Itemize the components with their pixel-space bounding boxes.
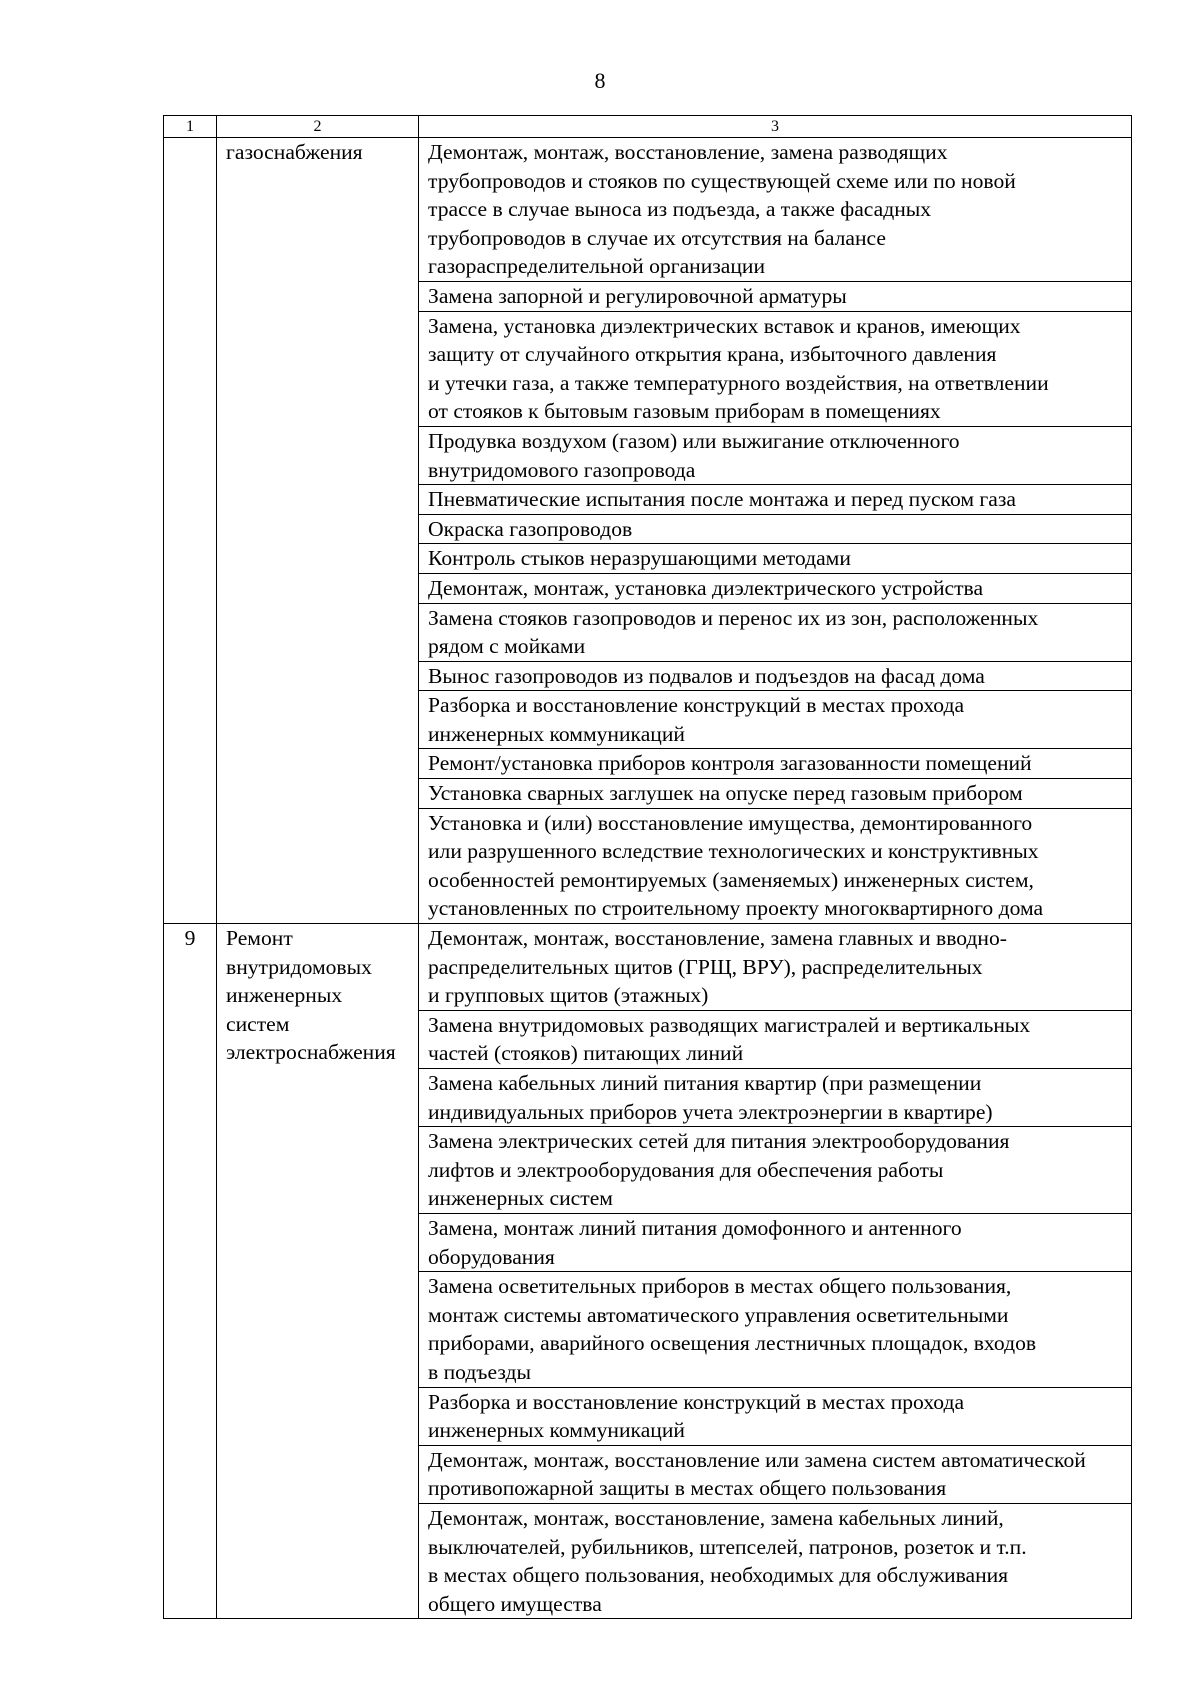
work-text-line: трассе в случае выноса из подъезда, а также фасадных	[428, 197, 932, 222]
work-cell	[419, 779, 1132, 809]
work-text-line: и утечки газа, а также температурного воздействия, на ответвлении	[428, 370, 1049, 395]
header-col-1: 1	[164, 116, 217, 138]
work-cell	[419, 691, 1132, 749]
work-cell	[419, 426, 1132, 484]
table-row	[164, 138, 1132, 282]
work-cell	[419, 1010, 1132, 1068]
work-text-line: Разборка и восстановление конструкций в местах прохода	[428, 1389, 965, 1414]
work-text-line: инженерных коммуникаций	[428, 1418, 685, 1443]
work-text-line: общего имущества	[428, 1591, 602, 1616]
work-text-line: монтаж системы автоматического управления осветительными	[428, 1302, 1009, 1327]
work-text-line: трубопроводов и стояков по существующей схеме или по новой	[428, 168, 1016, 193]
work-text-line: от стояков к бытовым газовым приборам в помещениях	[428, 399, 941, 424]
section-name-line: систем	[226, 1011, 290, 1036]
work-text-line: Установка сварных заглушек на опуске перед газовым прибором	[428, 781, 1023, 806]
work-text-line: Замена кабельных линий питания квартир (при размещении	[428, 1071, 982, 1095]
work-cell	[419, 281, 1132, 311]
section-name-line: инженерных	[226, 983, 343, 1008]
work-text-line: Демонтаж, монтаж, восстановление, замена разводящих	[428, 140, 948, 164]
work-text-line: газораспределительной организации	[428, 254, 766, 279]
section-number	[164, 138, 217, 924]
section-name-line: внутридомовых	[226, 954, 372, 979]
work-text-line: Замена запорной и регулировочной арматуры	[428, 283, 847, 308]
section-name-line: газоснабжения	[226, 140, 363, 164]
header-col-3: 3	[419, 116, 1132, 138]
work-text-line: частей (стояков) питающих линий	[428, 1041, 744, 1066]
section-name-line: Ремонт	[226, 926, 293, 951]
work-text-line: установленных по строительному проекту многоквартирного дома	[428, 896, 1044, 921]
work-cell	[419, 924, 1132, 1011]
work-cell	[419, 311, 1132, 426]
work-text-line: рядом с мойками	[428, 634, 586, 659]
work-cell	[419, 544, 1132, 574]
work-text-line: Замена электрических сетей для питания электрооборудования	[428, 1129, 1010, 1154]
work-text-line: противопожарной защиты в местах общего пользования	[428, 1476, 947, 1501]
work-text-line: Установка и (или) восстановление имущества, демонтированного	[428, 810, 1033, 835]
work-text-line: инженерных систем	[428, 1186, 613, 1211]
work-text-line: приборами, аварийного освещения лестничных площадок, входов	[428, 1331, 1037, 1356]
work-text-line: Ремонт/установка приборов контроля загазованности помещений	[428, 751, 1032, 776]
work-text-line: Пневматические испытания после монтажа и перед пуском газа	[428, 487, 1016, 512]
work-cell	[419, 573, 1132, 603]
work-text-line: Замена, монтаж линий питания домофонного и антенного	[428, 1215, 962, 1240]
work-text-line: индивидуальных приборов учета электроэнергии в квартире)	[428, 1099, 993, 1124]
work-cell	[419, 1387, 1132, 1445]
work-cell	[419, 1069, 1132, 1127]
work-text-line: особенностей ремонтируемых (заменяемых) инженерных систем,	[428, 867, 1034, 892]
work-cell	[419, 808, 1132, 923]
work-text-line: трубопроводов в случае их отсутствия на балансе	[428, 225, 886, 250]
work-cell	[419, 1503, 1132, 1618]
table-row	[164, 924, 1132, 1011]
page-number: 8	[594, 68, 606, 93]
work-text-line: оборудования	[428, 1244, 555, 1269]
work-text-line: Демонтаж, монтаж, восстановление, замена кабельных линий,	[428, 1505, 1004, 1530]
work-text-line: Замена стояков газопроводов и перенос их из зон, расположенных	[428, 605, 1039, 630]
work-cell	[419, 661, 1132, 691]
header-col-2: 2	[217, 116, 419, 138]
work-text-line: Продувка воздухом (газом) или выжигание отключенного	[428, 428, 960, 453]
work-text-line: распределительных щитов (ГРЩ, ВРУ), распределительных	[428, 954, 983, 979]
work-text-line: Разборка и восстановление конструкций в местах прохода	[428, 693, 965, 718]
work-text-line: Замена осветительных приборов в местах общего пользования,	[428, 1274, 1012, 1299]
section-name-line: электроснабжения	[226, 1040, 396, 1065]
works-table	[163, 115, 1132, 1619]
work-text-line: Замена внутридомовых разводящих магистралей и вертикальных	[428, 1012, 1031, 1037]
work-cell	[419, 1445, 1132, 1503]
section-name	[217, 138, 419, 924]
work-text-line: Демонтаж, монтаж, восстановление, замена главных и вводно-	[428, 926, 1007, 951]
work-text-line: инженерных коммуникаций	[428, 721, 685, 746]
work-text-line: и групповых щитов (этажных)	[428, 983, 709, 1008]
work-cell	[419, 485, 1132, 515]
work-text-line: лифтов и электрооборудования для обеспечения работы	[428, 1157, 944, 1182]
work-cell	[419, 749, 1132, 779]
work-text-line: или разрушенного вследствие технологических и конструктивных	[428, 839, 1039, 864]
work-cell	[419, 138, 1132, 282]
work-text-line: в подъезды	[428, 1359, 531, 1384]
work-cell	[419, 603, 1132, 661]
work-cell	[419, 1213, 1132, 1271]
work-text-line: Замена, установка диэлектрических вставок и кранов, имеющих	[428, 313, 1021, 338]
work-text-line: Контроль стыков неразрушающими методами	[428, 546, 851, 571]
work-text-line: Вынос газопроводов из подвалов и подъездов на фасад дома	[428, 663, 985, 688]
table-header-row	[164, 116, 1132, 138]
work-text-line: защиту от случайного открытия крана, избыточного давления	[428, 342, 997, 367]
section-name	[217, 924, 419, 1619]
work-text-line: Демонтаж, монтаж, установка диэлектрического устройства	[428, 575, 984, 600]
work-text-line: выключателей, рубильников, штепселей, патронов, розеток и т.п.	[428, 1534, 1027, 1559]
work-text-line: Демонтаж, монтаж, восстановление или замена систем автоматической	[428, 1447, 1086, 1472]
work-cell	[419, 514, 1132, 544]
section-number: 9	[164, 924, 217, 1619]
work-text-line: в местах общего пользования, необходимых для обслуживания	[428, 1563, 1009, 1588]
work-cell	[419, 1272, 1132, 1387]
work-cell	[419, 1127, 1132, 1214]
work-text-line: внутридомового газопровода	[428, 457, 696, 482]
work-text-line: Окраска газопроводов	[428, 516, 633, 541]
